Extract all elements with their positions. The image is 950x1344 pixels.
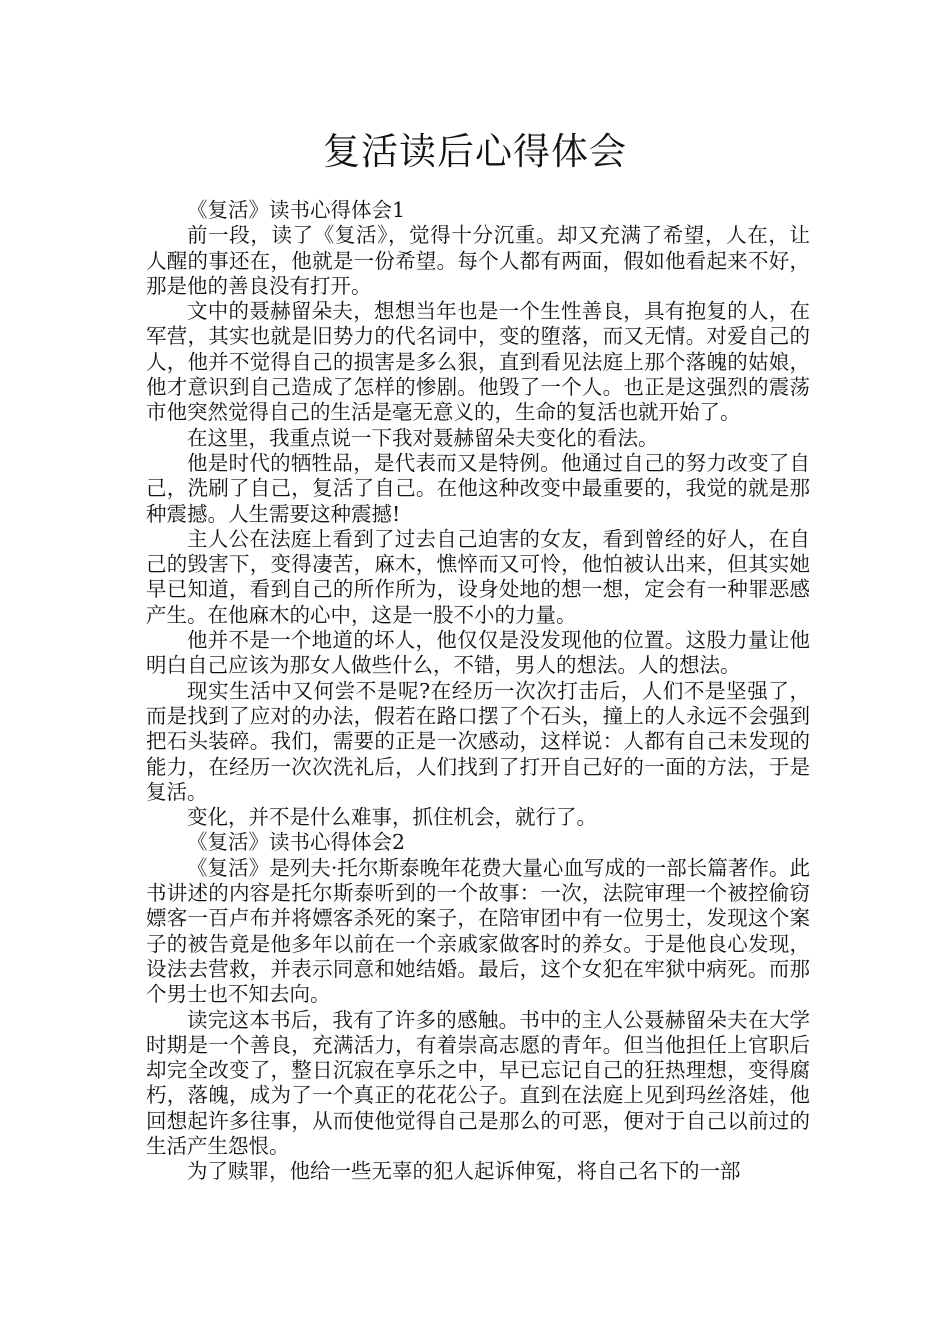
paragraph: 前一段，读了《复活》，觉得十分沉重。却又充满了希望，人在，让人醒的事还在，他就是一份希望。每个人都有两面，假如他看起来不好，那是他的善良没有打开。: [146, 223, 810, 298]
paragraph: 读完这本书后，我有了许多的感触。书中的主人公聂赫留朵夫在大学时期是一个善良，充满活力，有着崇高志愿的青年。但当他担任上官职后却完全改变了，整日沉寂在享乐之中，早已忘记自己的狂热理想，变得腐朽，落魄，成为了一个真正的花花公子。直到在法庭上见到玛丝洛娃，他回想起许多往事，从而使他觉得自己是那么的可恶，便对于自己以前过的生活产生怨恨。: [146, 1007, 810, 1158]
document-body: [146, 198, 810, 1185]
paragraph: 文中的聂赫留朵夫，想想当年也是一个生性善良，具有抱复的人，在军营，其实也就是旧势力的代名词中，变的堕落，而又无情。对爱自己的人，他并不觉得自己的损害是多么狠，直到看见法庭上那个落魄的姑娘，他才意识到自己造成了怎样的惨剧。他毁了一个人。也正是这强烈的震荡市他突然觉得自己的生活是毫无意义的，生命的复活也就开始了。: [146, 299, 810, 425]
document-title: 复活读后心得体会: [323, 130, 627, 173]
paragraph: 《复活》读书心得体会1: [187, 198, 406, 222]
paragraph: 《复活》是列夫·托尔斯泰晚年花费大量心血写成的一部长篇著作。此书讲述的内容是托尔斯泰听到的一个故事：一次，法院审理一个被控偷窃嫖客一百卢布并将嫖客杀死的案子，在陪审团中有一位男士，发现这个案子的被告竟是他多年以前在一个亲戚家做客时的养女。于是他良心发现，设法去营救，并表示同意和她结婚。最后，这个女犯在牢狱中病死。而那个男士也不知去向。: [146, 855, 810, 1007]
paragraph: 现实生活中又何尝不是呢?在经历一次次打击后，人们不是坚强了，而是找到了应对的办法，假若在路口摆了个石头，撞上的人永远不会强到把石头装碎。我们，需要的正是一次感动，这样说：人都有自己未发现的能力，在经历一次次洗礼后，人们找到了打开自己好的一面的方法，于是复活。: [146, 678, 810, 804]
paragraph: 变化，并不是什么难事，抓住机会，就行了。: [187, 805, 597, 830]
paragraph: 为了赎罪，他给一些无辜的犯人起诉伸冤，将自己名下的一部: [187, 1159, 741, 1184]
paragraph: 他并不是一个地道的坏人，他仅仅是没发现他的位置。这股力量让他明白自己应该为那女人做些什么，不错，男人的想法。人的想法。: [146, 628, 810, 678]
paragraph: 他是时代的牺牲品，是代表而又是特例。他通过自己的努力改变了自己，洗刷了自己，复活了自己。在他这种改变中最重要的，我觉的就是那种震撼。人生需要这种震撼!: [146, 450, 810, 526]
paragraph: 主人公在法庭上看到了过去自己迫害的女友，看到曾经的好人，在自己的毁害下，变得凄苦，麻木，憔悴而又可怜，他怕被认出来，但其实她早已知道，看到自己的所作所为，设身处地的想一想，定会有一种罪恶感产生。在他麻木的心中，这是一股不小的力量。: [146, 526, 810, 627]
paragraph: 《复活》读书心得体会2: [187, 830, 406, 855]
paragraph: 在这里，我重点说一下我对聂赫留朵夫变化的看法。: [187, 425, 659, 450]
